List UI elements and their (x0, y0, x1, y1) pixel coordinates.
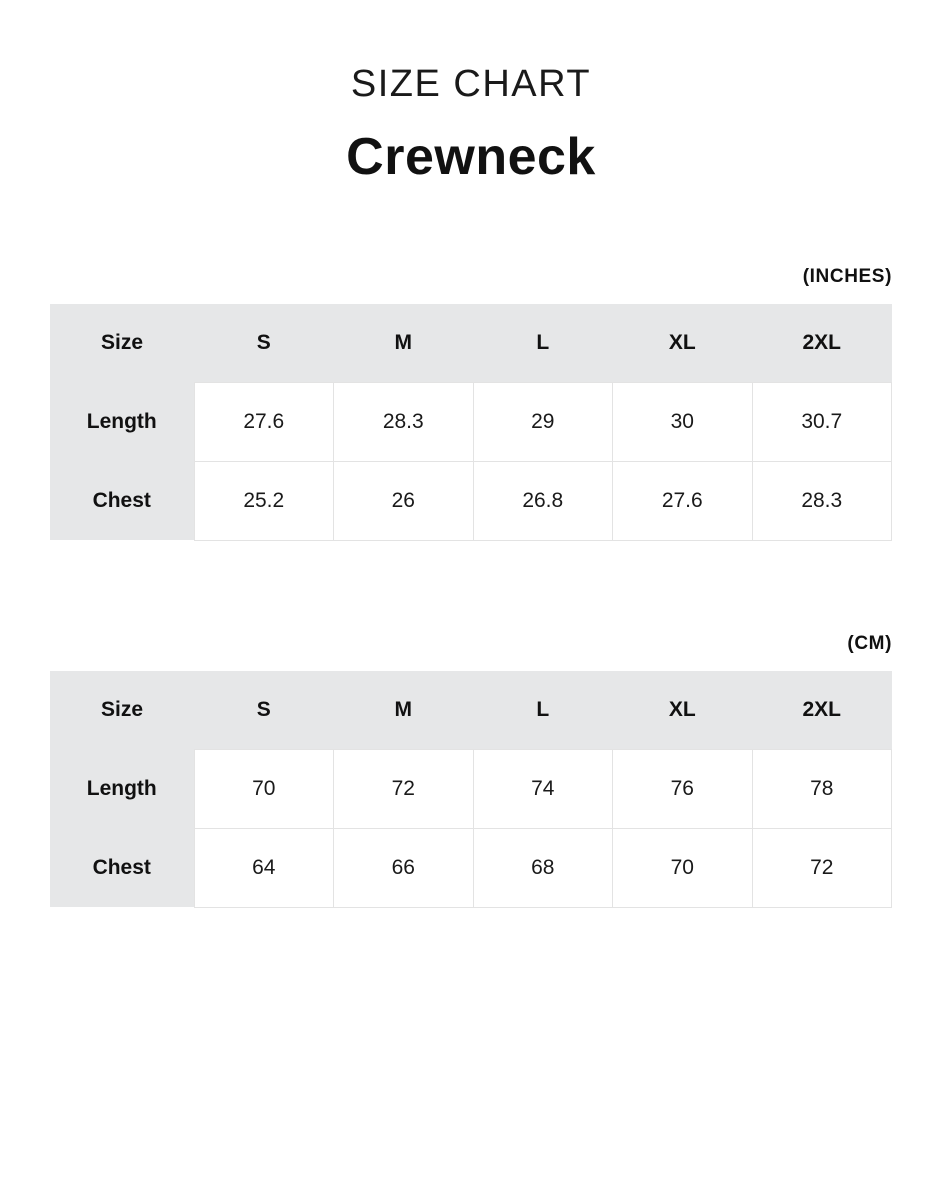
column-header-m: M (334, 671, 474, 750)
table-row (50, 828, 892, 907)
table-row (50, 749, 892, 828)
unit-label-inches: (INCHES) (802, 265, 892, 287)
cell-chest-s: 64 (194, 828, 334, 907)
cell-length-m: 28.3 (334, 382, 474, 461)
cell-length-s: 27.6 (194, 382, 334, 461)
cell-length-xl: 30 (613, 382, 753, 461)
cell-length-s: 70 (194, 749, 334, 828)
title-block (50, 0, 892, 188)
size-table-cm (50, 671, 892, 908)
column-header-2xl: 2XL (752, 671, 892, 750)
cell-length-2xl: 78 (752, 749, 892, 828)
table-row (50, 461, 892, 540)
column-header-s: S (194, 671, 334, 750)
table-header-row (50, 304, 892, 383)
row-label-length: Length (50, 382, 194, 461)
size-table-inches (50, 304, 892, 541)
row-label-length: Length (50, 749, 194, 828)
cell-length-xl: 76 (613, 749, 753, 828)
row-label-chest: Chest (50, 461, 194, 540)
column-header-l: L (473, 304, 613, 383)
column-header-m: M (334, 304, 474, 383)
cell-chest-2xl: 72 (752, 828, 892, 907)
cell-chest-xl: 27.6 (613, 461, 753, 540)
cell-length-2xl: 30.7 (752, 382, 892, 461)
page-eyebrow: SIZE CHART (350, 63, 592, 105)
row-label-chest: Chest (50, 828, 194, 907)
cell-chest-m: 26 (334, 461, 474, 540)
unit-label-cm: (CM) (847, 632, 892, 654)
column-header-l: L (473, 671, 613, 750)
column-header-2xl: 2XL (752, 304, 892, 383)
table-row (50, 382, 892, 461)
cell-length-l: 74 (473, 749, 613, 828)
cell-chest-m: 66 (334, 828, 474, 907)
cell-chest-s: 25.2 (194, 461, 334, 540)
column-header-xl: XL (613, 304, 753, 383)
page-title: Crewneck (346, 127, 596, 186)
table-header-row (50, 671, 892, 750)
cell-chest-l: 26.8 (473, 461, 613, 540)
cell-length-m: 72 (334, 749, 474, 828)
column-header-s: S (194, 304, 334, 383)
column-header-xl: XL (613, 671, 753, 750)
cell-chest-l: 68 (473, 828, 613, 907)
cell-chest-2xl: 28.3 (752, 461, 892, 540)
column-header-size: Size (50, 304, 194, 383)
cell-length-l: 29 (473, 382, 613, 461)
cell-chest-xl: 70 (613, 828, 753, 907)
column-header-size: Size (50, 671, 194, 750)
